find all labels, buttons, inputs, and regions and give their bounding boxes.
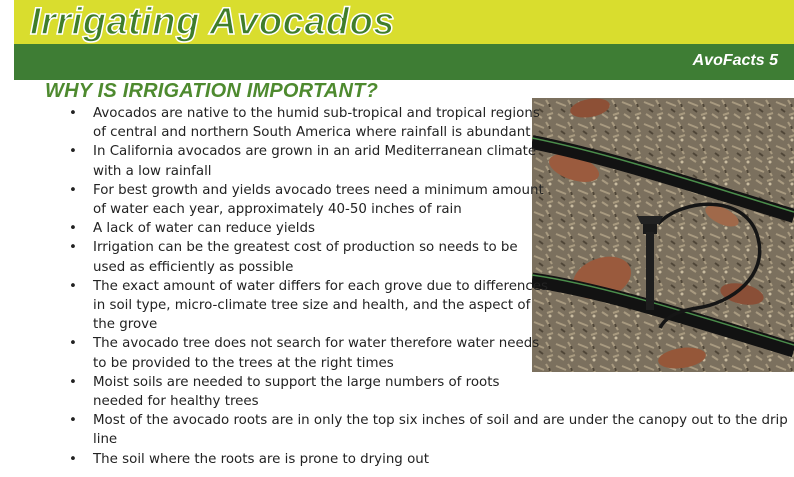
bullet-item: • Avocados are native to the humid sub-tropical and tropical regions of central and northern South America where rainfall is abundant <box>0 104 788 142</box>
bullet-item: • For best growth and yields avocado trees need a minimum amount of water each year, approximately 40-50 inches of rain <box>0 181 788 219</box>
page-title: Irrigating Avocados <box>30 1 395 43</box>
bullet-item: • The avocado tree does not search for water therefore water needs to be provided to the trees at the right times <box>0 334 788 372</box>
bullet-item: • Most of the avocado roots are in only the top six inches of soil and are under the canopy out to the drip line <box>0 411 788 449</box>
bullet-item: • The exact amount of water differs for each grove due to differences in soil type, micro-climate tree size and health, and the aspect of the grove <box>0 277 788 335</box>
section-heading: WHY IS IRRIGATION IMPORTANT? <box>45 80 379 102</box>
bullet-item: • Irrigation can be the greatest cost of production so needs to be used as efficiently as possible <box>0 238 788 276</box>
band-left-strip <box>0 44 14 80</box>
title-left-strip <box>0 0 14 44</box>
title-bar <box>0 0 794 44</box>
bullet-item: • The soil where the roots are is prone to drying out <box>0 450 788 469</box>
bullet-item: • In California avocados are grown in an arid Mediterranean climate with a low rainfall <box>0 142 788 180</box>
bullet-list <box>0 104 788 469</box>
bullet-item: • Moist soils are needed to support the large numbers of roots needed for healthy trees <box>0 373 788 411</box>
series-label: AvoFacts 5 <box>692 52 778 69</box>
header-band <box>0 44 794 80</box>
bullet-item: • A lack of water can reduce yields <box>0 219 788 238</box>
